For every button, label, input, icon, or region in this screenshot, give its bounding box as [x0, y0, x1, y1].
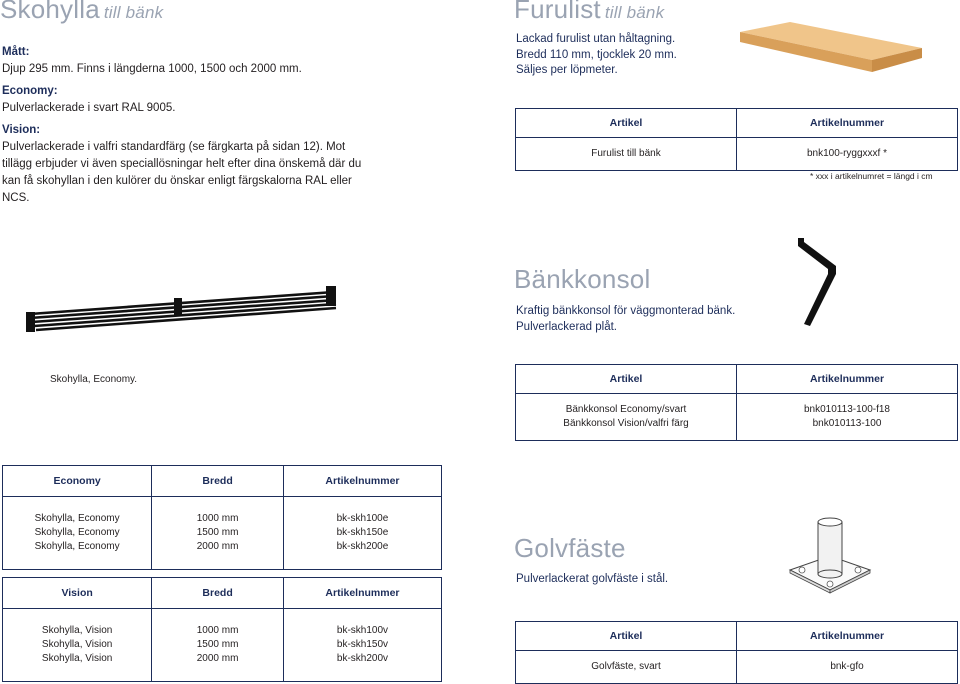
vision-text: Pulverlackerade i valfri standardfärg (se färgkarta på sidan 12). Mot tillägg erbjuder vi även speciallösningar helt efter dina önskemå där du kan få skohyllan i den kulörer du önskar enligt färgskalorna RAL eller NCS. — [2, 141, 362, 204]
bankkonsol-table — [515, 364, 958, 441]
table-row — [516, 394, 958, 441]
economy-label: Economy: — [2, 85, 58, 97]
bankkonsol-header-artikelnummer: Artikelnummer — [737, 365, 958, 394]
bankkonsol-title: Bänkkonsol — [514, 264, 651, 294]
vision-label: Vision: — [2, 124, 41, 136]
economy-row1-bredd: 1000 mm — [196, 513, 239, 524]
bankkonsol-row2-nummer: bnk010113-100 — [812, 418, 882, 429]
vision-type-cell — [3, 609, 152, 682]
vision-row2-bredd: 1500 mm — [196, 639, 239, 650]
furulist-title-main: Furulist — [514, 0, 601, 24]
economy-row1-nummer: bk-skh100e — [336, 513, 389, 524]
shelf-image-caption: Skohylla, Economy. — [50, 374, 138, 385]
furulist-row-nummer: bnk100-ryggxxxf * — [737, 138, 958, 171]
golvfaste-header-artikelnummer: Artikelnummer — [737, 622, 958, 651]
vision-nummer-cell — [283, 609, 441, 682]
vision-row3-nummer: bk-skh200v — [336, 653, 389, 664]
economy-row3-nummer: bk-skh200e — [336, 541, 389, 552]
shelf-title-sub: till bänk — [103, 3, 164, 22]
furulist-line2: Bredd 110 mm, tjocklek 20 mm. — [516, 48, 677, 61]
bankkonsol-row1-nummer: bnk010113-100-f18 — [804, 404, 890, 415]
furulist-row-artikel: Furulist till bänk — [591, 148, 661, 159]
furulist-line1: Lackad furulist utan håltagning. — [516, 33, 676, 45]
table-row — [3, 609, 442, 682]
economy-row2-bredd: 1500 mm — [196, 527, 239, 538]
wood-strip-image — [738, 20, 928, 80]
economy-row2-type: Skohylla, Economy — [34, 527, 120, 538]
bench-bracket-image — [792, 236, 838, 328]
economy-type-cell — [3, 497, 152, 570]
economy-header-artikelnummer: Artikelnummer — [283, 466, 441, 497]
vision-table — [2, 577, 442, 682]
bankkonsol-nummer-cell — [737, 394, 958, 441]
economy-row3-bredd: 2000 mm — [196, 541, 239, 552]
economy-text: Pulverlackerade i svart RAL 9005. — [2, 102, 176, 114]
vision-row1-bredd: 1000 mm — [196, 625, 239, 636]
golvfaste-row-artikel: Golvfäste, svart — [591, 661, 661, 672]
golvfaste-title: Golvfäste — [514, 533, 626, 563]
furulist-title-sub: till bänk — [604, 3, 665, 22]
economy-bredd-cell — [152, 497, 284, 570]
vision-row2-nummer: bk-skh150v — [336, 639, 389, 650]
golvfaste-table — [515, 621, 958, 684]
furulist-line3: Säljes per löpmeter. — [516, 64, 618, 76]
furulist-title — [514, 0, 664, 25]
vision-row1-type: Skohylla, Vision — [41, 625, 113, 636]
vision-header-artikelnummer: Artikelnummer — [283, 578, 441, 609]
vision-header-type: Vision — [3, 578, 152, 609]
table-row — [3, 497, 442, 570]
bankkonsol-header-artikel: Artikel — [516, 365, 737, 394]
vision-row1-nummer: bk-skh100v — [336, 625, 389, 636]
furulist-header-artikelnummer: Artikelnummer — [737, 109, 958, 138]
golvfaste-row-nummer: bnk-gfo — [737, 651, 958, 684]
bankkonsol-row1-artikel: Bänkkonsol Economy/svart — [565, 404, 687, 415]
economy-row2-nummer: bk-skh150e — [336, 527, 389, 538]
golvfaste-description: Pulverlackerat golvfäste i stål. — [516, 573, 669, 585]
economy-header-bredd: Bredd — [152, 466, 284, 497]
bankkonsol-line2: Pulverlackerad plåt. — [516, 320, 617, 333]
vision-row3-bredd: 2000 mm — [196, 653, 239, 664]
matt-label: Mått: — [2, 46, 30, 58]
bankkonsol-line1: Kraftig bänkkonsol för väggmonterad bänk. — [516, 305, 736, 317]
furulist-header-artikel: Artikel — [516, 109, 737, 138]
bankkonsol-row2-artikel: Bänkkonsol Vision/valfri färg — [563, 418, 689, 429]
vision-row2-type: Skohylla, Vision — [41, 639, 113, 650]
furulist-description — [516, 32, 746, 79]
shelf-title-main: Skohylla — [0, 0, 100, 24]
shelf-description — [2, 44, 362, 207]
matt-text: Djup 295 mm. Finns i längderna 1000, 1500 och 2000 mm. — [2, 63, 302, 75]
economy-row3-type: Skohylla, Economy — [34, 541, 120, 552]
shoe-shelf-image — [24, 278, 342, 340]
furulist-table — [515, 108, 958, 171]
vision-row3-type: Skohylla, Vision — [41, 653, 113, 664]
economy-header-type: Economy — [3, 466, 152, 497]
vision-header-bredd: Bredd — [152, 578, 284, 609]
floor-mount-image — [786, 512, 874, 594]
economy-table — [2, 465, 442, 570]
shelf-title — [0, 0, 163, 25]
economy-row1-type: Skohylla, Economy — [34, 513, 120, 524]
table-row — [516, 651, 958, 684]
golvfaste-header-artikel: Artikel — [516, 622, 737, 651]
bankkonsol-artikel-cell — [516, 394, 737, 441]
table-row — [516, 138, 958, 171]
furulist-note: * xxx i artikelnumret = längd i cm — [810, 171, 933, 181]
bankkonsol-description — [516, 304, 735, 335]
economy-nummer-cell — [283, 497, 441, 570]
vision-bredd-cell — [152, 609, 284, 682]
